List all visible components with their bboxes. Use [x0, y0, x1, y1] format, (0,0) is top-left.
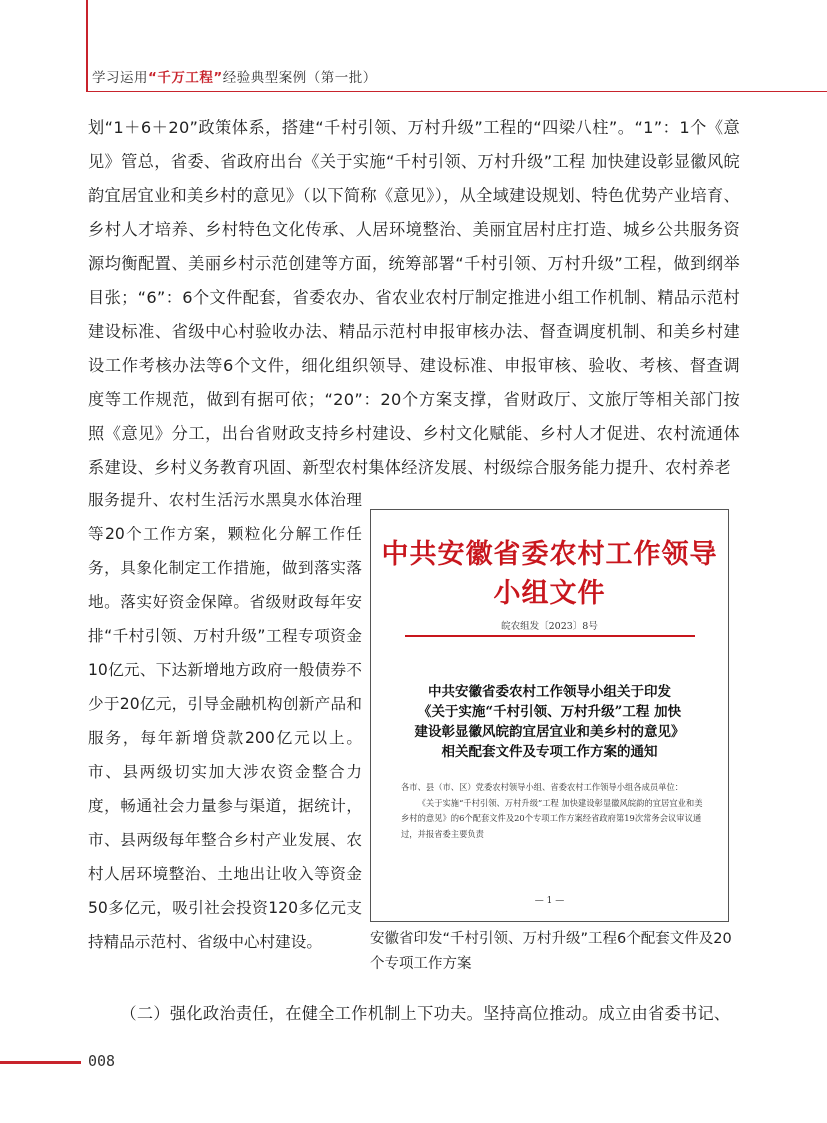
page-number: 008 — [88, 1052, 116, 1070]
body-paragraph-3: （二）强化政治责任，在健全工作机制上下功夫。坚持高位推动。成立由省委书记、 — [120, 1004, 731, 1023]
page-number-bar — [0, 1061, 81, 1064]
doc-title-line: 中共安徽省委农村工作领导小组关于印发 — [428, 684, 671, 700]
header-highlight: “千万工程” — [148, 70, 223, 86]
document-figure — [370, 509, 729, 922]
header-suffix: 经验典型案例（第一批） — [222, 70, 377, 86]
header-vertical-rule — [86, 0, 88, 92]
figure-caption: 安徽省印发“千村引领、万村升级”工程6个配套文件及20个专项工作方案 — [370, 931, 732, 972]
doc-number: 皖农组发〔2023〕8号 — [501, 621, 598, 632]
doc-recipients: 各市、县（市、区）党委农村领导小组、省委农村工作领导小组各成员单位： — [401, 782, 684, 792]
doc-title-line: 相关配套文件及专项工作方案的通知 — [441, 744, 658, 760]
body-paragraph-2: 服务提升、农村生活污水黑臭水体治理等20个工作方案，颗粒化分解工作任务，具象化制定工作措施，做到落实落地。落实好资金保障。省级财政每年安排“千村引领、万村升级”工程专项资金10亿元、下达新增地方政府一般债券不少于20亿元，引导金融机构创新产品和服务，每年新增贷款200亿元以上。市、县两级切实加大涉农资金整合力度，畅通社会力量参与渠道，据统计，市、县两级每年整合乡村产业发展、农村人居环境整治、土地出让收入等资金50多亿元，吸引社会投资120多亿元支持精品示范村、省级中心村建设。 — [88, 491, 362, 951]
running-header — [92, 66, 377, 86]
doc-title — [393, 682, 706, 762]
doc-title-line: 《关于实施“千村引领、万村升级”工程 加快 — [417, 704, 682, 720]
doc-title-line: 建设彰显徽风皖韵宜居宜业和美乡村的意见》 — [414, 724, 685, 740]
doc-body — [401, 780, 703, 842]
doc-red-rule — [405, 635, 695, 637]
header-horizontal-rule — [88, 91, 827, 92]
doc-issuer-title: 中共安徽省委农村工作领导小组文件 — [381, 539, 718, 609]
doc-page-mark: — 1 — — [534, 896, 565, 906]
body-paragraph-1: 划“1＋6＋20”政策体系，搭建“千村引领、万村升级”工程的“四梁八柱”。“1”：1个《意见》管总，省委、省政府出台《关于实施“千村引领、万村升级”工程 加快建设彰显徽风皖韵宜居宜业和美乡村的意见》（以下简称《意见》），从全域建设规划、特色优势产业培育、乡村人才培养、乡村特色文化传承、人居环境整治、美丽宜居村庄打造、城乡公共服务资源均衡配置、美丽乡村示范创建等方面，统筹部署“千村引领、万村升级”工程，做到纲举目张；“6”：6个文件配套，省委农办、省农业农村厅制定推进小组工作机制、精品示范村建设标准、省级中心村验收办法、精品示范村申报审核办法、督查调度机制、和美乡村建设工作考核办法等6个文件，细化组织领导、建设标准、申报审核、验收、考核、督查调度等工作规范，做到有据可依；“20”：20个方案支撑，省财政厅、文旅厅等相关部门按照《意见》分工，出台省财政支持乡村建设、乡村文化赋能、乡村人才促进、农村流通体系建设、乡村义务教育巩固、新型农村集体经济发展、村级综合服务能力提升、农村养老 — [88, 118, 740, 477]
doc-body-text: 《关于实施“千村引领、万村升级”工程 加快建设彰显徽风皖韵的宜居宜业和美乡村的意见》的6个配套文件及20个专项工作方案经省政府第19次常务会议审议通过，并报省委主要负责 — [401, 797, 703, 839]
header-prefix: 学习运用 — [92, 70, 148, 86]
